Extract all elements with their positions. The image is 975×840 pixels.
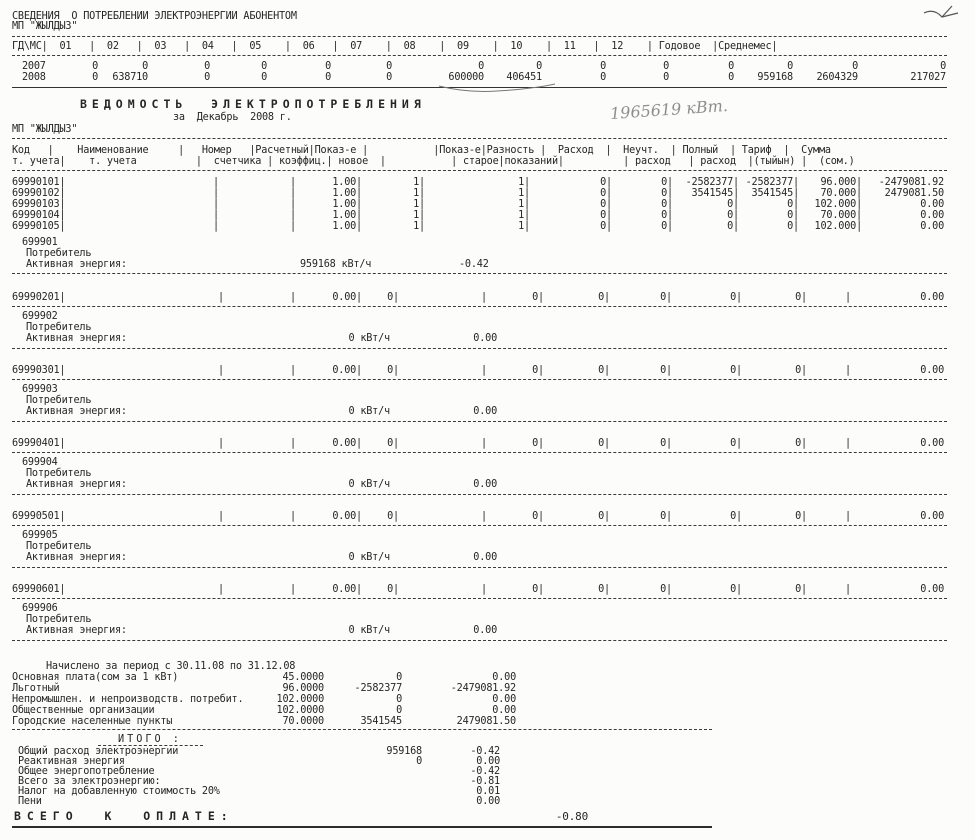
unaccounted-usage: 0|	[730, 511, 742, 522]
month-value: 0	[204, 61, 210, 72]
tariff-kwh: -2582377	[354, 683, 402, 694]
column-separator: |	[213, 199, 219, 210]
sum: 2479081.50	[884, 188, 944, 199]
active-energy-kwh: 959168 кВт/ч	[300, 259, 372, 270]
sum: -2479081.92	[878, 177, 944, 188]
calc-coefficient: 0.00|	[332, 292, 362, 303]
consumer-id: 699901	[22, 237, 58, 248]
column-separator: |	[290, 438, 296, 449]
statement-title: ВЕДОМОСТЬ ЭЛЕКТРОПОТРЕБЛЕНИЯ	[80, 97, 426, 111]
calc-coefficient: 1.00|	[332, 210, 362, 221]
full-usage: 0|	[795, 438, 807, 449]
column-separator: |	[213, 221, 219, 232]
sum: 0.00	[920, 221, 944, 232]
reading-new: 1|	[413, 210, 425, 221]
tariff-sum: 0.00	[492, 672, 516, 683]
consumer-id: 699905	[22, 530, 58, 541]
sum: 0.00	[920, 210, 944, 221]
group-divider	[12, 494, 947, 495]
column-separator: |	[845, 584, 851, 595]
total-row-kwh: 959168	[386, 746, 422, 757]
active-energy-amount: 0.00	[473, 625, 497, 636]
meter-code: 69990301|	[12, 365, 66, 376]
year-cell: 2008	[22, 72, 46, 83]
active-energy-kwh: 0 кВт/ч	[348, 406, 390, 417]
month-value: 0	[325, 61, 331, 72]
column-separator: |	[213, 210, 219, 221]
reading-old: 1|	[518, 177, 530, 188]
total-row-label: Общий расход электроэнергии	[18, 746, 179, 757]
usage: 0|	[661, 210, 673, 221]
consumer-label: Потребитель	[26, 468, 92, 479]
unaccounted-usage: 0|	[730, 584, 742, 595]
group-divider	[12, 421, 947, 422]
annual-total: 0	[852, 61, 858, 72]
reading-old: 1|	[518, 221, 530, 232]
reading-new: 1|	[413, 199, 425, 210]
total-row-sum: -0.42	[470, 766, 500, 777]
pen-underline	[437, 83, 557, 97]
column-separator: |	[845, 511, 851, 522]
meter-code: 69990102|	[12, 188, 66, 199]
column-separator: |	[290, 199, 296, 210]
column-separator: |	[218, 438, 224, 449]
month-value: 0	[663, 72, 669, 83]
calc-coefficient: 1.00|	[332, 188, 362, 199]
active-energy-kwh: 0 кВт/ч	[348, 625, 390, 636]
group-divider	[12, 348, 947, 349]
tariff-group-label: Городские населенные пункты	[12, 716, 173, 727]
full-usage: -2582377|	[745, 177, 799, 188]
reading-difference: 0|	[598, 292, 610, 303]
row-divider	[12, 525, 947, 526]
tariff-rate: 45.0000	[282, 672, 324, 683]
meter-code: 69990101|	[12, 177, 66, 188]
meter-code: 69990401|	[12, 438, 66, 449]
active-energy-amount: 0.00	[473, 406, 497, 417]
tariff-rate: 96.0000	[282, 683, 324, 694]
sum: 0.00	[920, 292, 944, 303]
column-separator: |	[481, 511, 487, 522]
reading-difference: 0|	[600, 199, 612, 210]
reading-new: 0|	[387, 511, 399, 522]
active-energy-label: Активная энергия:	[26, 479, 127, 490]
usage: 0|	[660, 584, 672, 595]
month-value: 0	[92, 61, 98, 72]
full-usage: 0|	[787, 199, 799, 210]
column-separator: |	[290, 221, 296, 232]
column-separator: |	[290, 365, 296, 376]
column-separator: |	[481, 292, 487, 303]
usage: 0|	[661, 199, 673, 210]
full-usage: 3541545|	[751, 188, 799, 199]
tariff-kwh: 3541545	[360, 716, 402, 727]
total-row-label: Всего за электроэнергию:	[18, 776, 161, 787]
total-row-sum: -0.81	[470, 776, 500, 787]
statement-period: за Декабрь 2008 г.	[173, 112, 292, 123]
total-row-label: Налог на добавленную стоимость 20%	[18, 786, 220, 797]
column-separator: |	[218, 584, 224, 595]
unaccounted-usage: 0|	[727, 221, 739, 232]
column-separator: |	[845, 292, 851, 303]
reading-old: 1|	[518, 199, 530, 210]
total-row-sum: 0.00	[476, 756, 500, 767]
consumer-label: Потребитель	[26, 541, 92, 552]
tariff-kwh: 0	[396, 694, 402, 705]
calc-coefficient: 0.00|	[332, 584, 362, 595]
column-separator: |	[845, 365, 851, 376]
reading-new: 1|	[413, 177, 425, 188]
reading-old: 0|	[532, 511, 544, 522]
tariff-group-label: Льготный	[12, 683, 60, 694]
reading-old: 0|	[532, 438, 544, 449]
active-energy-amount: 0.00	[473, 333, 497, 344]
month-value: 0	[663, 61, 669, 72]
unaccounted-usage: 0|	[727, 210, 739, 221]
reading-difference: 0|	[598, 365, 610, 376]
month-value: 0	[261, 72, 267, 83]
usage: 0|	[661, 177, 673, 188]
meter-code: 69990103|	[12, 199, 66, 210]
tariff-kwh: 0	[396, 672, 402, 683]
full-usage: 0|	[787, 221, 799, 232]
month-value: 0	[728, 61, 734, 72]
month-value: 0	[92, 72, 98, 83]
consumer-label: Потребитель	[26, 614, 92, 625]
reading-difference: 0|	[600, 188, 612, 199]
total-row-sum: 0.01	[476, 786, 500, 797]
month-value: 0	[325, 72, 331, 83]
tariff: 70.000|	[820, 210, 862, 221]
column-separator: |	[213, 177, 219, 188]
tariff-group-label: Основная плата(сом за 1 кВт)	[12, 672, 179, 683]
sum: 0.00	[920, 199, 944, 210]
row-divider	[12, 306, 947, 307]
month-value: 0	[536, 61, 542, 72]
column-separator: |	[218, 365, 224, 376]
meter-code: 69990601|	[12, 584, 66, 595]
usage: 0|	[660, 365, 672, 376]
column-separator: |	[290, 210, 296, 221]
column-separator: |	[290, 511, 296, 522]
active-energy-amount: 0.00	[473, 479, 497, 490]
column-separator: |	[290, 188, 296, 199]
reading-old: 0|	[532, 365, 544, 376]
usage: 0|	[660, 511, 672, 522]
unaccounted-usage: 0|	[727, 199, 739, 210]
reading-difference: 0|	[598, 438, 610, 449]
unaccounted-usage: 0|	[730, 365, 742, 376]
grand-total-label: ВСЕГО К ОПЛАТЕ:	[14, 809, 234, 823]
annual-total: 2604329	[816, 72, 858, 83]
month-value: 0	[478, 61, 484, 72]
meter-code: 69990201|	[12, 292, 66, 303]
reading-difference: 0|	[600, 221, 612, 232]
reading-difference: 0|	[600, 210, 612, 221]
monthly-average: 217027	[910, 72, 946, 83]
full-usage: 0|	[795, 292, 807, 303]
tariff: 96.000|	[820, 177, 862, 188]
calc-coefficient: 0.00|	[332, 365, 362, 376]
month-value: 959168	[757, 72, 793, 83]
month-value: 0	[142, 61, 148, 72]
active-energy-label: Активная энергия:	[26, 259, 127, 270]
reading-new: 0|	[387, 292, 399, 303]
active-energy-kwh: 0 кВт/ч	[348, 479, 390, 490]
column-separator: |	[218, 511, 224, 522]
meter-code: 69990104|	[12, 210, 66, 221]
unaccounted-usage: 0|	[730, 292, 742, 303]
column-separator: |	[290, 292, 296, 303]
tariff-group-label: Непромышлен. и непроизводств. потребит.	[12, 694, 244, 705]
calc-coefficient: 0.00|	[332, 438, 362, 449]
group-divider	[12, 567, 947, 568]
monthly-table-header: ГД\МС| 01 | 02 | 03 | 04 | 05 | 06 | 07 | 08 | 09 | 10 | 11 | 12 | Годовое |Среднемес|	[12, 41, 778, 52]
month-value: 0	[600, 72, 606, 83]
total-row-label: Общее энергопотребление	[18, 766, 155, 777]
active-energy-amount: 0.00	[473, 552, 497, 563]
total-row-sum: 0.00	[476, 796, 500, 807]
total-row-label: Пени	[18, 796, 42, 807]
usage: 0|	[661, 188, 673, 199]
sum: 0.00	[920, 511, 944, 522]
month-value: 0	[204, 72, 210, 83]
month-value: 0	[600, 61, 606, 72]
month-value: 406451	[506, 72, 542, 83]
active-energy-label: Активная энергия:	[26, 333, 127, 344]
column-separator: |	[481, 584, 487, 595]
active-energy-label: Активная энергия:	[26, 552, 127, 563]
sum: 0.00	[920, 438, 944, 449]
full-usage: 0|	[795, 511, 807, 522]
reading-old: 1|	[518, 210, 530, 221]
tariff-sum: 0.00	[492, 705, 516, 716]
tariff-sum: 0.00	[492, 694, 516, 705]
month-value: 0	[728, 72, 734, 83]
reading-difference: 0|	[598, 511, 610, 522]
unaccounted-usage: -2582377|	[685, 177, 739, 188]
handwritten-total-kwh: 1965619 кВт.	[609, 95, 729, 124]
consumer-id: 699902	[22, 311, 58, 322]
row-divider	[12, 379, 947, 380]
table-header-line1: Код | Наименование | Номер |Расчетный|Показ-е | |Показ-е|Разность | Расход | Неучт. | Полный | Тариф | Сумма	[12, 145, 831, 156]
charges-heading: Начислено за период с 30.11.08 по 31.12.08	[46, 661, 296, 672]
meter-code: 69990501|	[12, 511, 66, 522]
calc-coefficient: 1.00|	[332, 177, 362, 188]
statement-organization: МП "ЖЫЛДЫЗ"	[12, 124, 78, 135]
column-separator: |	[481, 438, 487, 449]
unaccounted-usage: 3541545|	[691, 188, 739, 199]
reading-new: 0|	[387, 438, 399, 449]
consumer-label: Потребитель	[26, 395, 92, 406]
full-usage: 0|	[787, 210, 799, 221]
tariff-rate: 102.0000	[276, 705, 324, 716]
usage: 0|	[660, 438, 672, 449]
month-value: 0	[787, 61, 793, 72]
active-energy-label: Активная энергия:	[26, 625, 127, 636]
full-usage: 0|	[795, 584, 807, 595]
usage: 0|	[661, 221, 673, 232]
usage: 0|	[660, 292, 672, 303]
tariff: 102.000|	[814, 199, 862, 210]
active-energy-kwh: 0 кВт/ч	[348, 552, 390, 563]
reading-old: 0|	[532, 292, 544, 303]
reading-new: 0|	[387, 365, 399, 376]
calc-coefficient: 1.00|	[332, 199, 362, 210]
month-value: 638710	[112, 72, 148, 83]
consumer-id: 699904	[22, 457, 58, 468]
active-energy-kwh: 0 кВт/ч	[348, 333, 390, 344]
reading-new: 0|	[387, 584, 399, 595]
reading-old: 1|	[518, 188, 530, 199]
calc-coefficient: 1.00|	[332, 221, 362, 232]
tariff-rate: 70.0000	[282, 716, 324, 727]
tariff: 70.000|	[820, 188, 862, 199]
month-value: 0	[386, 61, 392, 72]
row-divider	[12, 598, 947, 599]
monthly-average: 0	[940, 61, 946, 72]
column-separator: |	[481, 365, 487, 376]
active-energy-label: Активная энергия:	[26, 406, 127, 417]
consumer-id: 699906	[22, 603, 58, 614]
consumer-label: Потребитель	[26, 322, 92, 333]
row-divider	[12, 452, 947, 453]
grand-total-value: -0.80	[555, 810, 588, 823]
reading-old: 0|	[532, 584, 544, 595]
column-separator: |	[845, 438, 851, 449]
column-separator: |	[290, 584, 296, 595]
totals-heading: ИТОГО :	[118, 734, 182, 745]
year-cell: 2007	[22, 61, 46, 72]
reading-difference: 0|	[598, 584, 610, 595]
full-usage: 0|	[795, 365, 807, 376]
tariff-kwh: 0	[396, 705, 402, 716]
table-header-line2: т. учета| т. учета | счетчика | коэффиц.| новое | | старое|показаний| | расход | расход |(тыйын) | (сом.)	[12, 156, 855, 167]
tariff-group-label: Общественные организации	[12, 705, 155, 716]
month-value: 600000	[448, 72, 484, 83]
sum: 0.00	[920, 365, 944, 376]
total-row-sum: -0.42	[470, 746, 500, 757]
reading-difference: 0|	[600, 177, 612, 188]
reading-new: 1|	[413, 188, 425, 199]
total-row-kwh: 0	[416, 756, 422, 767]
column-separator: |	[213, 188, 219, 199]
column-separator: |	[290, 177, 296, 188]
tariff-sum: 2479081.50	[456, 716, 516, 727]
calc-coefficient: 0.00|	[332, 511, 362, 522]
meter-code: 69990105|	[12, 221, 66, 232]
report-title: СВЕДЕНИЯ О ПОТРЕБЛЕНИИ ЭЛЕКТРОЭНЕРГИИ АБОНЕНТОМ	[12, 11, 297, 22]
unaccounted-usage: 0|	[730, 438, 742, 449]
group-divider	[12, 640, 947, 641]
pen-tick-mark	[922, 4, 962, 20]
tariff: 102.000|	[814, 221, 862, 232]
consumer-label: Потребитель	[26, 248, 92, 259]
reading-new: 1|	[413, 221, 425, 232]
active-energy-amount: -0.42	[459, 259, 489, 270]
tariff-rate: 102.0000	[276, 694, 324, 705]
total-row-label: Реактивная энергия	[18, 756, 125, 767]
consumer-id: 699903	[22, 384, 58, 395]
tariff-sum: -2479081.92	[450, 683, 516, 694]
month-value: 0	[386, 72, 392, 83]
sum: 0.00	[920, 584, 944, 595]
month-value: 0	[261, 61, 267, 72]
organization-name: МП "ЖЫЛДЫЗ"	[12, 21, 78, 32]
column-separator: |	[218, 292, 224, 303]
